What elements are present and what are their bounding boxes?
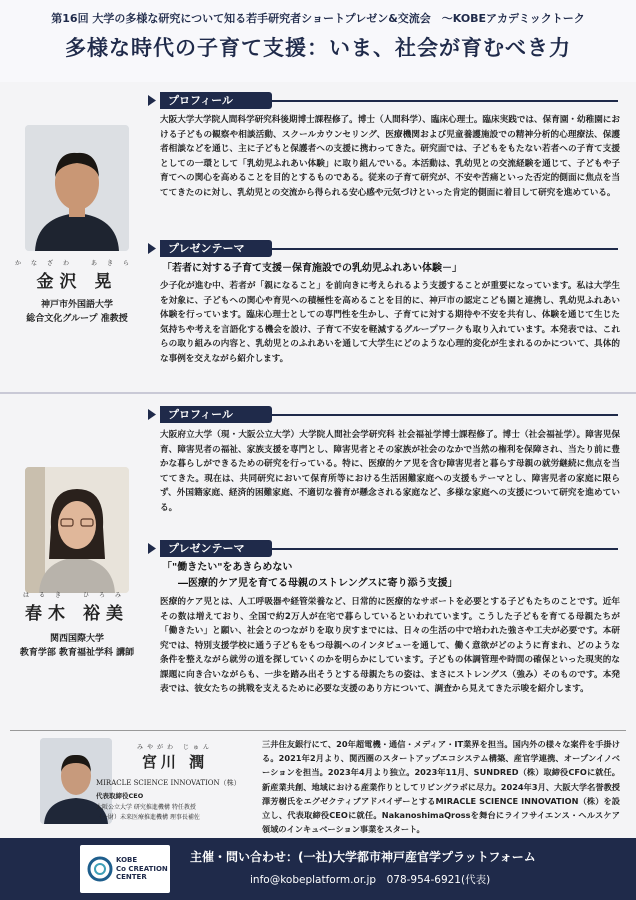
divider xyxy=(272,414,618,416)
speaker-1-profile-text: 大阪大学大学院人間科学研究科後期博士課程修了。博士（人間科学）、臨床心理士。臨床実践では、保育園・幼稚園における子どもの観察や相談活動、スクールカウンセリング、医療機関および児童養護施設での精神分析的心理療法、保護者相談などを通じ、主に子どもと保護者への支援に携わってきた。研究面では、子どもをもたない若者への子育て支援としての一環として「乳幼児ふれあい体験」に取り組んでいる。本活動は、乳幼児との交流経験を通じて、子どもや子育てへの関心を高めることを目的とするものである。従来の子育て研究が、不安や苦痛といった否定的側面に焦点を当ててきたのに対し、乳幼児との交流から得られる安心感や元気づけといった肯定的側面に着目して研究を進めている。 xyxy=(160,115,620,198)
footer-organizer: 主催・問い合わせ：(一社)大学都市神戸産官学プラットフォーム xyxy=(190,850,536,864)
section-divider xyxy=(0,392,636,394)
speaker-2-theme-label: プレゼンテーマ xyxy=(160,540,272,557)
moderator-info xyxy=(100,742,250,772)
page-title: 多様な時代の子育て支援：いま、社会が育むべき力 xyxy=(65,36,571,60)
moderator-name: 宮川 潤 xyxy=(141,753,209,771)
speaker-2-info xyxy=(10,590,144,660)
speaker-1-position: 総合文化グループ 准教授 xyxy=(26,314,128,324)
divider xyxy=(272,100,618,102)
moderator-affiliation: （一財）未来医療推進機構 理事長補佐 xyxy=(96,814,200,821)
speaker-2-profile-text: 大阪府立大学（現・大阪公立大学）大学院人間社会学研究科 社会福祉学博士課程修了。博士（社会福祉学）。障害児保育、障害児者の福祉、家族支援を専門とし、障害児者とその家族が社会のなかで当然の権利を保障され、当たり前に豊かな暮らしができるための研究を行っている。特に、医療的ケア児を含む障害児者と暮らす母親の就労継続に焦点を当ててきた。現在は、共同研究において保育所等における生活困難家庭への支援もテーマとし、障害児者の家庭に限らず、外国籍家庭、経済的困難家庭、不適切な養育が懸念される家庭など、多様な家庭への支援について研究を進めている。 xyxy=(160,430,620,513)
speaker-2-affiliation: 関西国際大学 xyxy=(49,634,104,644)
moderator-affiliations xyxy=(96,778,246,821)
speaker-2-position: 教育学部 教育福祉学科 講師 xyxy=(19,648,135,658)
speaker-1-name: 金沢 晃 xyxy=(36,272,118,292)
divider xyxy=(272,548,618,550)
logo-text xyxy=(116,856,168,882)
speaker-1-photo xyxy=(25,125,129,251)
footer-contact: info@kobeplatform.or.jp 078-954-6921(代表) xyxy=(250,874,491,886)
logo-line1: KOBE xyxy=(116,856,138,864)
speaker-1-theme-label: プレゼンテーマ xyxy=(160,240,272,257)
speaker-2-theme-title-1: 「"働きたい"をあきらめない xyxy=(162,562,293,573)
speaker-2-name: 春木 裕美 xyxy=(25,604,129,624)
speaker-1-info xyxy=(10,258,144,326)
speaker-1-theme-text: 少子化が進む中、若者が「親になること」を前向きに考えられるよう支援することが重要になっています。私は大学生を対象に、子どもへの関心や育児への積極性を高めることを目的に、神戸市の認定こども園と連携し、乳幼児ふれあい体験を行っています。臨床心理士としての専門性を生かし、子育てに対する期待や不安を共有し、体験を通じて生じた気持ちや考えを言語化する機会を設け、子育て不安を軽減するグループワークも取り入れています。本発表では、これらの取り組みの内容と、乳幼児とのふれあいを通して大学生にどのような心理的変化が生まれるのかについて、具体的な事例を交えながら紹介します。 xyxy=(160,281,620,364)
speaker-1-theme-title: 「若者に対する子育て支援－保育施設での乳幼児ふれあい体験－」 xyxy=(162,263,462,274)
logo-line2: Co CREATION xyxy=(116,864,168,873)
moderator-affiliation: 大阪公立大学 研究推進機構 特任教授 xyxy=(96,804,196,811)
moderator-bio: 三井住友銀行にて、20年超電機・通信・メディア・IT業界を担当。国内外の様々な案件を手掛ける。2021年2月より、関西圏のスタートアップエコシステム構築、産官学連携、オープンイノベーションを担当。2023年4月より独立。2023年11月、SUNDRED（株）取締役CFOに就任。新産業共創、地域における産業作りとしてリビングラボに尽力。2024年3月、大阪大学名誉教授 澤芳樹氏をエグゼクティブアドバイザーとするMIRACLE SCIENCE INNOVATION（株）を設立し、代表取締役CEOに就任。NakanoshimaQrossを舞台にライフサイエンス・ヘルスケア領域のインキュベーション事業をスタート。 xyxy=(262,739,620,835)
kobe-cocreation-logo xyxy=(80,845,170,893)
divider xyxy=(272,248,618,250)
moderator-title: 代表取締役CEO xyxy=(96,792,144,800)
speaker-2-ruby: はるき ひろみ xyxy=(23,592,131,599)
moderator-ruby: みやがわ じゅん xyxy=(137,744,213,751)
moderator-company: MIRACLE SCIENCE INNOVATION（株） xyxy=(96,779,241,787)
speaker-2-profile-label: プロフィール xyxy=(160,406,272,423)
logo-line3: CENTER xyxy=(116,873,147,881)
speaker-2-photo xyxy=(25,467,129,593)
speaker-1-affiliation: 神戸市外国語大学 xyxy=(40,300,113,310)
speaker-2-theme-text: 医療的ケア児とは、人工呼吸器や経管栄養など、日常的に医療的なサポートを必要とする子どもたちのことです。近年その数は増えており、全国で約2万人が在宅で暮らしているといわれています。こうした子どもを育てる母親たちが「働きたい」と願い、社会とのつながりを取り戻すまでには、日々の生活の中で培われた強さや工夫が必要です。本研究では、特別支援学校に通う子どもをもつ母親へのインタビューを通して、働く意欲がどのように育まれ、どのような条件を整えながら就労の道を探していくのかを明らかにしています。子どもの体調管理や時間の確保といった現実的な課題に向き合いながらも、一歩を踏み出そうとする母親たちの姿は、まさにストレングス（強み）そのものです。本発表では、彼女たちの挑戦を支えるために必要な支援のあり方について、調査から見えてきた示唆を紹介します。 xyxy=(160,597,620,694)
speaker-1-ruby: かなざわ あきら xyxy=(15,260,139,267)
speaker-2-theme-title-2: ―医療的ケア児を育てる母親のストレングスに寄り添う支援」 xyxy=(178,578,458,589)
event-subtitle: 第16回 大学の多様な研究について知る若手研究者ショートプレゼン&交流会 〜KOBEアカデミックトーク xyxy=(51,12,585,25)
speaker-1-profile-label: プロフィール xyxy=(160,92,272,109)
